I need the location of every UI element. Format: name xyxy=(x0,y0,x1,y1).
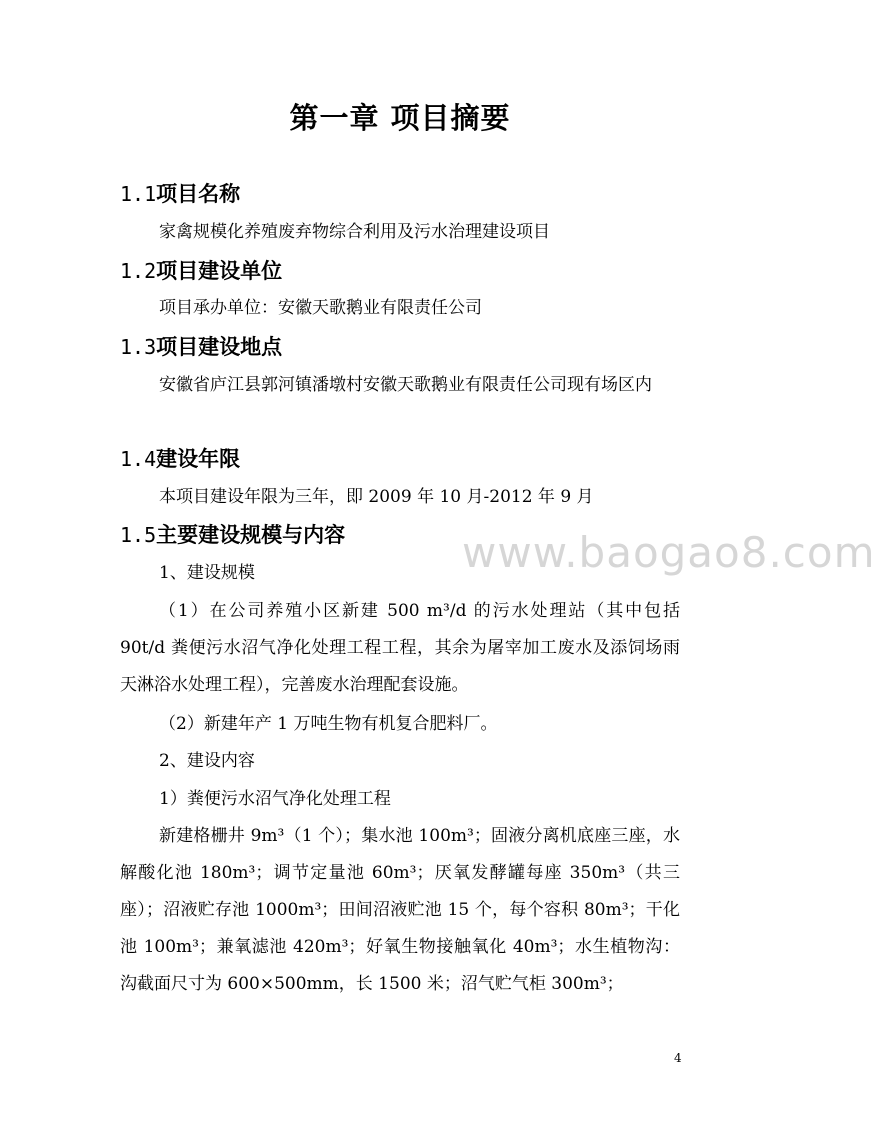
chapter-title: 第一章 项目摘要 xyxy=(289,101,511,135)
section-heading-1-1 xyxy=(120,179,240,209)
construction-period-text: 本项目建设年限为三年，即 2009 年 10 月-2012 年 9 月 xyxy=(159,487,594,507)
scale-item-1: （1）在公司养殖小区新建 500 m³/d 的污水处理站（其中包括 90t/d 粪便污水沼气净化处理工程工程，其余为屠宰加工废水及添饲场雨天淋浴水处理工程），完善废水治理配套设施。 xyxy=(120,601,680,695)
section-heading-1-4 xyxy=(120,444,240,474)
scale-heading: 1、建设规模 xyxy=(159,563,255,583)
section-title: 项目建设地点 xyxy=(156,335,283,359)
section-title: 项目名称 xyxy=(156,182,241,206)
construction-location-text: 安徽省庐江县郭河镇潘墩村安徽天歌鹅业有限责任公司现有场区内 xyxy=(159,375,652,395)
section-title: 建设年限 xyxy=(156,447,241,471)
section-heading-1-5 xyxy=(120,520,345,550)
content-item-1-body: 新建格栅井 9m³（1 个）；集水池 100m³；固液分离机底座三座，水解酸化池 180m³；调节定量池 60m³；厌氧发酵罐每座 350m³（共三座）；沼液贮存池 1000m³；田间沼液贮池 15 个，每个容积 80m³；干化池 100m³；兼氧滤池 420m³；好氧生物接触氧化 40m³；水生植物沟：沟截面尺寸为 600×500mm，长 1500 米；沼气贮气柜 300m³； xyxy=(120,826,680,994)
content-heading: 2、建设内容 xyxy=(159,751,255,771)
construction-unit-text: 项目承办单位：安徽天歌鹅业有限责任公司 xyxy=(159,298,482,318)
section-number: 1.3 xyxy=(120,335,157,359)
watermark: www.baogao8.com xyxy=(462,528,876,577)
project-name-text: 家禽规模化养殖废弃物综合利用及污水治理建设项目 xyxy=(159,222,550,242)
section-number: 1.1 xyxy=(120,182,157,206)
section-heading-1-2 xyxy=(120,256,282,286)
section-number: 1.5 xyxy=(120,523,157,547)
section-heading-1-3 xyxy=(120,332,282,362)
content-subheading-1: 1）粪便污水沼气净化处理工程 xyxy=(159,789,391,809)
page-number: 4 xyxy=(674,1051,682,1065)
scale-item-2: （2）新建年产 1 万吨生物有机复合肥料厂。 xyxy=(159,714,498,734)
section-number: 1.2 xyxy=(120,259,157,283)
section-number: 1.4 xyxy=(120,447,157,471)
section-title: 主要建设规模与内容 xyxy=(156,523,346,547)
section-title: 项目建设单位 xyxy=(156,259,283,283)
